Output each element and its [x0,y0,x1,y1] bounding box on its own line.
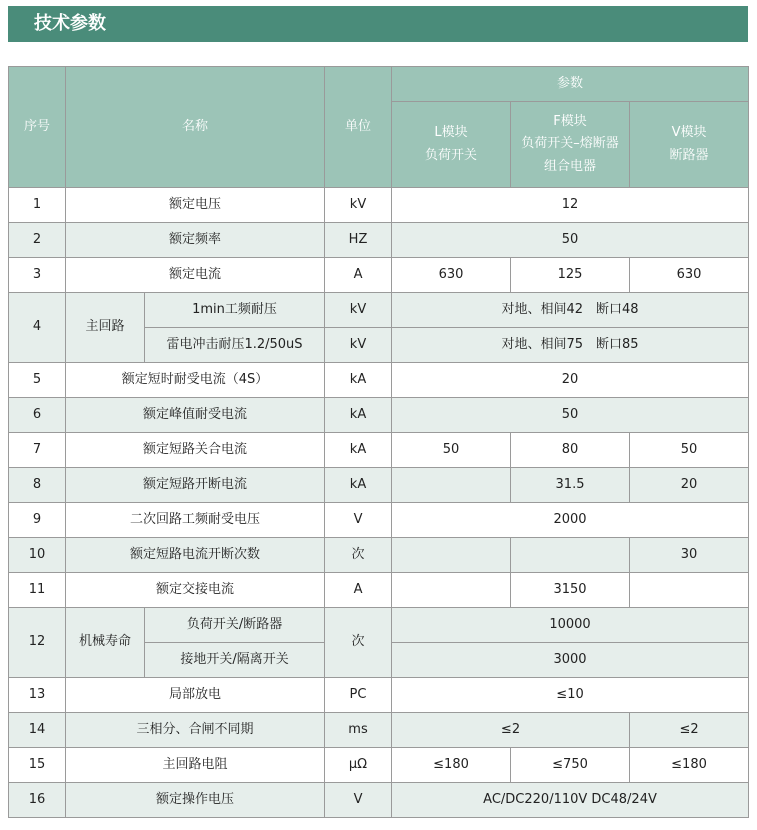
cell-seq: 3 [9,258,66,293]
table-row [9,573,749,608]
cell-v-value: ≤2 [630,713,749,748]
cell-seq: 2 [9,223,66,258]
cell-unit: V [325,503,392,538]
cell-f-value: 31.5 [511,468,630,503]
cell-v-value: 630 [630,258,749,293]
table-row [9,608,749,643]
cell-unit: PC [325,678,392,713]
header-name: 名称 [66,67,325,188]
header-l-module [392,102,511,188]
cell-name: 额定短路关合电流 [66,433,325,468]
cell-v-value: ≤180 [630,748,749,783]
section-title: 技术参数 [8,6,748,42]
cell-name: 三相分、合闸不同期 [66,713,325,748]
cell-value: 20 [392,363,749,398]
cell-l-value: 50 [392,433,511,468]
cell-f-value: ≤750 [511,748,630,783]
header-v-module [630,102,749,188]
cell-value: 50 [392,223,749,258]
cell-seq: 11 [9,573,66,608]
cell-seq: 6 [9,398,66,433]
table-row [9,223,749,258]
table-row [9,398,749,433]
cell-value: 对地、相间75 断口85 [392,328,749,363]
cell-unit: A [325,573,392,608]
header-l-line1: L模块 [434,125,468,141]
cell-subname: 负荷开关/断路器 [145,608,325,643]
header-v-line1: V模块 [671,125,707,141]
cell-name: 额定电压 [66,188,325,223]
cell-f-value: 80 [511,433,630,468]
cell-unit: kV [325,293,392,328]
cell-seq: 10 [9,538,66,573]
table-row [9,783,749,818]
header-f-module [511,102,630,188]
cell-group: 机械寿命 [66,608,145,678]
table-row [9,258,749,293]
table-row [9,293,749,328]
table-row [9,713,749,748]
cell-value: 对地、相间42 断口48 [392,293,749,328]
table-row [9,468,749,503]
cell-l-value [392,573,511,608]
cell-l-value [392,468,511,503]
table-row [9,748,749,783]
cell-name: 额定电流 [66,258,325,293]
cell-unit: kA [325,363,392,398]
cell-name: 额定频率 [66,223,325,258]
header-f-line1: F模块 [553,114,587,130]
cell-seq: 14 [9,713,66,748]
header-v-line2: 断路器 [669,147,709,163]
cell-seq: 4 [9,293,66,363]
cell-value: ≤10 [392,678,749,713]
cell-lf-value: ≤2 [392,713,630,748]
cell-unit: kA [325,398,392,433]
cell-seq: 15 [9,748,66,783]
table-row [9,503,749,538]
cell-unit: kA [325,468,392,503]
cell-name: 额定短时耐受电流（4S） [66,363,325,398]
cell-f-value [511,538,630,573]
header-seq: 序号 [9,67,66,188]
cell-unit: HZ [325,223,392,258]
cell-subname: 雷电冲击耐压1.2/50uS [145,328,325,363]
cell-unit: kV [325,188,392,223]
table-row [9,433,749,468]
cell-unit: V [325,783,392,818]
cell-name: 额定操作电压 [66,783,325,818]
cell-v-value [630,573,749,608]
cell-value: 50 [392,398,749,433]
table-row [9,538,749,573]
cell-l-value: 630 [392,258,511,293]
table-row [9,363,749,398]
cell-value: 12 [392,188,749,223]
cell-l-value: ≤180 [392,748,511,783]
cell-l-value [392,538,511,573]
header-l-line2: 负荷开关 [425,147,478,163]
cell-name: 额定短路电流开断次数 [66,538,325,573]
cell-value: 3000 [392,643,749,678]
cell-seq: 8 [9,468,66,503]
cell-f-value: 125 [511,258,630,293]
cell-value: 10000 [392,608,749,643]
cell-subname: 1min工频耐压 [145,293,325,328]
header-params: 参数 [392,67,749,102]
cell-seq: 13 [9,678,66,713]
cell-group: 主回路 [66,293,145,363]
cell-seq: 9 [9,503,66,538]
cell-value: AC/DC220/110V DC48/24V [392,783,749,818]
cell-name: 额定峰值耐受电流 [66,398,325,433]
cell-value: 2000 [392,503,749,538]
cell-subname: 接地开关/隔离开关 [145,643,325,678]
cell-name: 主回路电阻 [66,748,325,783]
table-row [9,188,749,223]
header-f-line3: 组合电器 [544,158,597,174]
cell-unit: kV [325,328,392,363]
cell-unit: 次 [325,538,392,573]
cell-seq: 1 [9,188,66,223]
cell-f-value: 3150 [511,573,630,608]
cell-unit: A [325,258,392,293]
cell-unit: 次 [325,608,392,678]
cell-unit: ms [325,713,392,748]
cell-name: 二次回路工频耐受电压 [66,503,325,538]
cell-v-value: 30 [630,538,749,573]
header-unit: 单位 [325,67,392,188]
spec-table [8,66,749,818]
cell-v-value: 20 [630,468,749,503]
cell-seq: 7 [9,433,66,468]
cell-name: 额定短路开断电流 [66,468,325,503]
table-row [9,678,749,713]
cell-v-value: 50 [630,433,749,468]
cell-unit: kA [325,433,392,468]
cell-name: 局部放电 [66,678,325,713]
cell-seq: 12 [9,608,66,678]
cell-seq: 16 [9,783,66,818]
cell-name: 额定交接电流 [66,573,325,608]
cell-unit: μΩ [325,748,392,783]
cell-seq: 5 [9,363,66,398]
header-f-line2: 负荷开关–熔断器 [521,136,619,152]
